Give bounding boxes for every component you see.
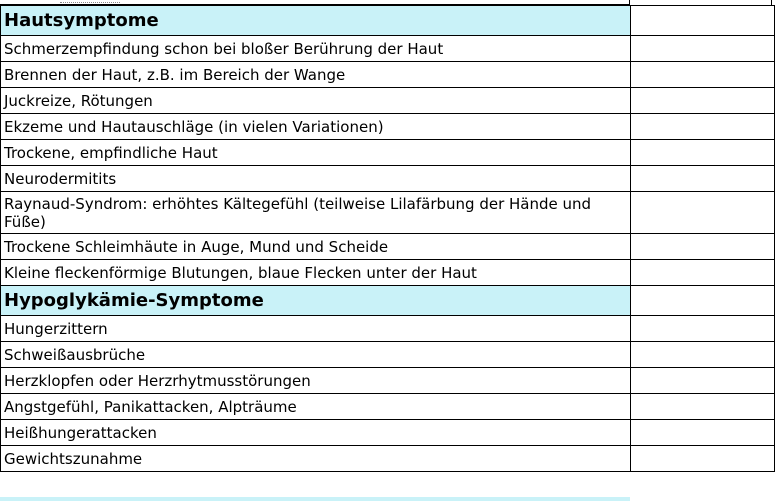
symptom-label: Brennen der Haut, z.B. im Bereich der Wange <box>1 62 631 88</box>
symptom-label: Trockene Schleimhäute in Auge, Mund und Scheide <box>1 234 631 260</box>
symptom-row <box>1 394 775 420</box>
check-cell[interactable] <box>631 6 775 36</box>
check-cell[interactable] <box>631 420 775 446</box>
check-cell[interactable] <box>631 88 775 114</box>
check-cell[interactable] <box>631 36 775 62</box>
check-cell[interactable] <box>631 234 775 260</box>
check-cell[interactable] <box>631 368 775 394</box>
symptom-label: Juckreize, Rötungen <box>1 88 631 114</box>
section-header-row <box>1 6 775 36</box>
check-cell[interactable] <box>631 192 775 234</box>
symptom-row <box>1 420 775 446</box>
symptom-label: Heißhungerattacken <box>1 420 631 446</box>
check-cell[interactable] <box>631 286 775 316</box>
symptom-row <box>1 88 775 114</box>
check-cell[interactable] <box>631 62 775 88</box>
check-cell[interactable] <box>631 260 775 286</box>
symptom-row <box>1 368 775 394</box>
symptom-row <box>1 234 775 260</box>
symptom-row <box>1 62 775 88</box>
next-section-header-edge <box>0 497 630 501</box>
symptom-label: Schmerzempfindung schon bei bloßer Berührung der Haut <box>1 36 631 62</box>
check-cell[interactable] <box>631 140 775 166</box>
symptom-row <box>1 260 775 286</box>
check-cell[interactable] <box>631 342 775 368</box>
symptom-label: Kleine fleckenförmige Blutungen, blaue Flecken unter der Haut <box>1 260 631 286</box>
check-cell[interactable] <box>631 446 775 472</box>
symptom-row <box>1 342 775 368</box>
section-title: Hypoglykämie-Symptome <box>1 286 631 316</box>
check-cell[interactable] <box>631 394 775 420</box>
symptom-label: Schweißausbrüche <box>1 342 631 368</box>
symptom-row <box>1 192 775 234</box>
section-title: Hautsymptome <box>1 6 631 36</box>
symptom-label: Herzklopfen oder Herzrhytmusstörungen <box>1 368 631 394</box>
symptom-label: Raynaud-Syndrom: erhöhtes Kältegefühl (teilweise Lilafärbung der Hände und Füße) <box>1 192 631 234</box>
symptom-row <box>1 446 775 472</box>
symptom-label: Ekzeme und Hautauschläge (in vielen Variationen) <box>1 114 631 140</box>
check-cell[interactable] <box>631 114 775 140</box>
symptom-label: Gewichtszunahme <box>1 446 631 472</box>
symptom-row <box>1 316 775 342</box>
section-header-row <box>1 286 775 316</box>
check-cell[interactable] <box>631 166 775 192</box>
symptom-row <box>1 114 775 140</box>
symptom-row <box>1 140 775 166</box>
symptom-label: Trockene, empfindliche Haut <box>1 140 631 166</box>
symptom-label: Angstgefühl, Panikattacken, Alpträume <box>1 394 631 420</box>
symptom-label: Hungerzittern <box>1 316 631 342</box>
check-cell[interactable] <box>631 316 775 342</box>
symptom-row <box>1 36 775 62</box>
symptom-row <box>1 166 775 192</box>
symptom-checklist-table <box>0 5 775 472</box>
symptom-label: Neurodermitits <box>1 166 631 192</box>
